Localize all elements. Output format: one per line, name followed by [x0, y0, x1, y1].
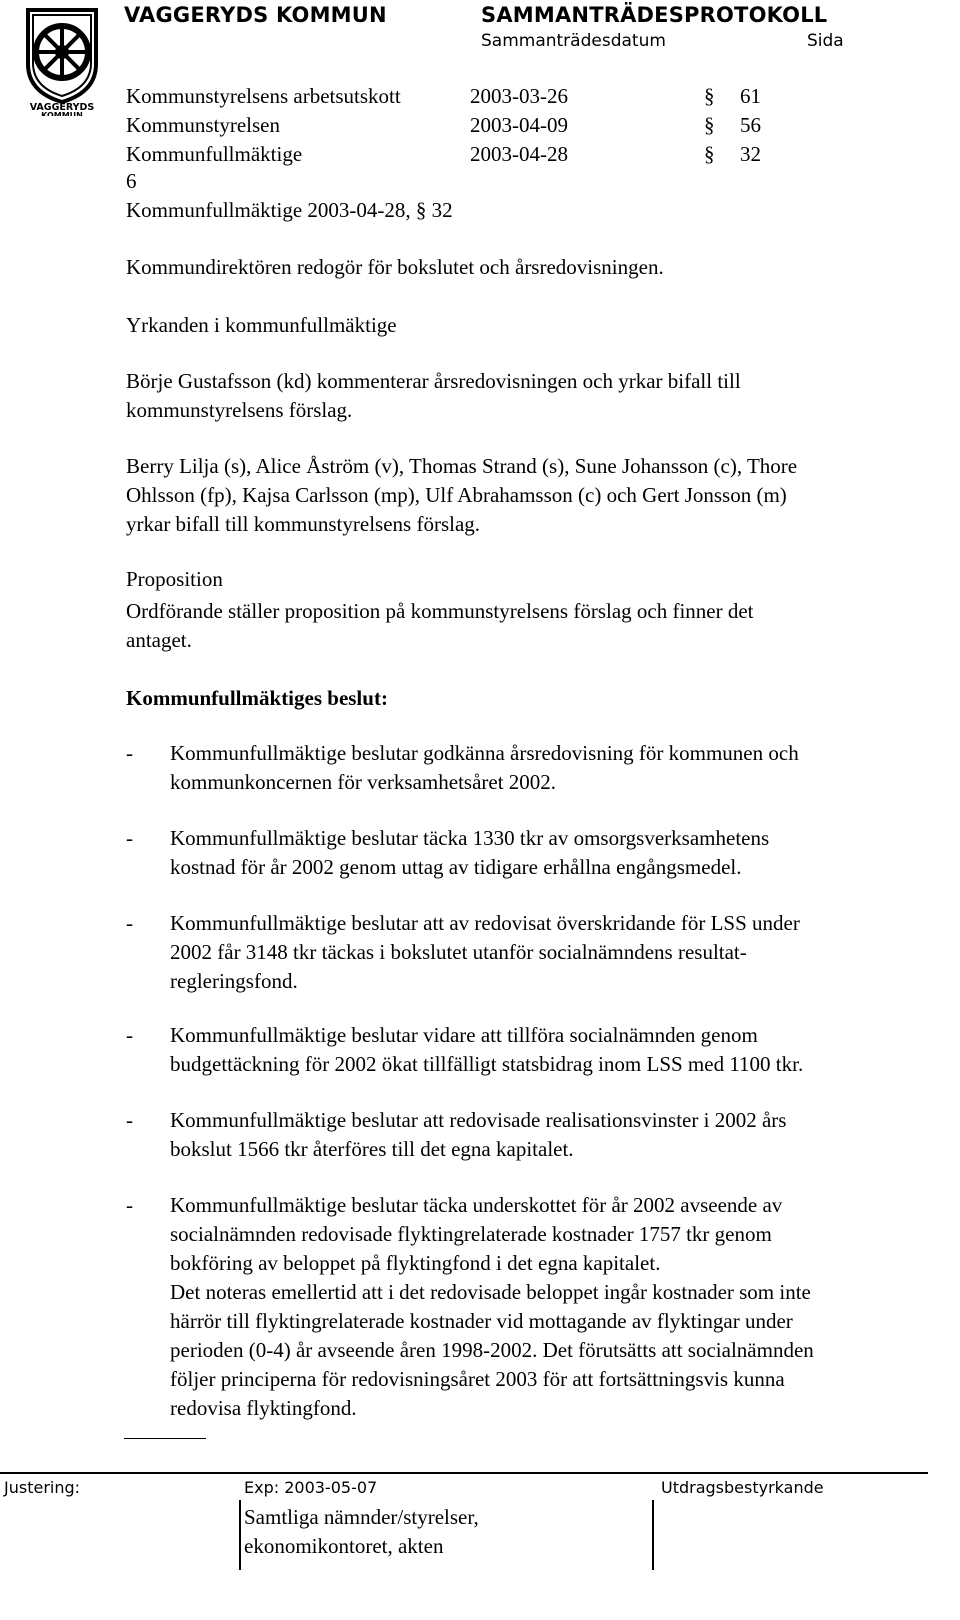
certify-label: Utdragsbestyrkande [661, 1478, 824, 1497]
text-line: Det noteras emellertid att i det redovisade beloppet ingår kostnader som inte [170, 1280, 811, 1304]
section-heading-number: 32 [431, 198, 453, 222]
footer-column-divider [652, 1500, 654, 1570]
text-line: kostnad för år 2002 genom uttag av tidigare erhållna engångsmedel. [170, 855, 742, 879]
proposition-paragraph [126, 597, 926, 655]
text-line: Berry Lilja (s), Alice Åström (v), Thomas Strand (s), Sune Johansson (c), Thore [126, 454, 798, 478]
text-line: budgettäckning för 2002 ökat tillfälligt statsbidrag inom LSS med 1100 tkr. [170, 1052, 804, 1076]
text-line: regleringsfond. [170, 969, 298, 993]
bullet-dash: - [126, 1108, 133, 1132]
history-section: 61 [740, 84, 761, 108]
text-line: yrkar bifall till kommunstyrelsens förslag. [126, 512, 481, 536]
logo-text-top: VAGGERYDS [29, 102, 95, 113]
recipients-line: Samtliga nämnder/styrelser, [244, 1505, 479, 1529]
bullet-dash: - [126, 1193, 133, 1217]
wheel-crest-icon [22, 6, 102, 116]
text-line: bokföring av beloppet på flyktingfond i det egna kapitalet. [170, 1251, 661, 1275]
claim-paragraph-1 [126, 367, 926, 425]
footer-column-divider [239, 1500, 241, 1570]
history-body: Kommunfullmäktige [126, 142, 303, 166]
text-line: bokslut 1566 tkr återföres till det egna kapitalet. [170, 1137, 574, 1161]
page-label: Sida [807, 31, 844, 51]
section-sign-icon: § [704, 113, 715, 137]
text-line: perioden (0-4) år avseende åren 1998-2002. Det förutsätts att socialnämnden [170, 1338, 814, 1362]
history-date: 2003-04-28 [470, 142, 568, 166]
text-line: 2002 får 3148 tkr täckas i bokslutet utanför socialnämndens resultat- [170, 940, 747, 964]
proposition-heading: Proposition [126, 567, 223, 591]
logo-text-bottom: KOMMUN [41, 111, 83, 116]
footnote-rule [124, 1438, 206, 1439]
document-type: SAMMANTRÄDESPROTOKOLL [481, 3, 828, 27]
history-date: 2003-04-09 [470, 113, 568, 137]
meeting-date-label: Sammanträdesdatum [481, 31, 666, 51]
municipality-logo [22, 6, 102, 116]
municipality-name: VAGGERYDS KOMMUN [124, 3, 387, 27]
bullet-dash: - [126, 911, 133, 935]
bullet-dash: - [126, 826, 133, 850]
history-date: 2003-03-26 [470, 84, 568, 108]
text-line: Kommunfullmäktige beslutar godkänna årsredovisning för kommunen och [170, 741, 799, 765]
text-line: Kommunfullmäktige beslutar täcka underskottet för år 2002 avseende av [170, 1193, 783, 1217]
section-heading-prefix: Kommunfullmäktige 2003-04-28, [126, 198, 411, 222]
section-sign-icon: § [415, 198, 427, 222]
text-line: följer principerna för redovisningsåret 2003 för att fortsättningsvis kunna [170, 1367, 785, 1391]
text-line: Börje Gustafsson (kd) kommenterar årsredovisningen och yrkar bifall till [126, 369, 741, 393]
text-line: redovisa flyktingfond. [170, 1396, 357, 1420]
claims-heading: Yrkanden i kommunfullmäktige [126, 313, 397, 337]
text-line: socialnämnden redovisade flyktingrelaterade kostnader 1757 tkr genom [170, 1222, 772, 1246]
intro-paragraph: Kommundirektören redogör för bokslutet och årsredovisningen. [126, 255, 664, 279]
history-section: 56 [740, 113, 761, 137]
decision-heading: Kommunfullmäktiges beslut: [126, 686, 388, 710]
recipients-line: ekonomikontoret, akten [244, 1534, 444, 1558]
text-line: härrör till flyktingrelaterade kostnader vid mottagande av flyktingar under [170, 1309, 793, 1333]
text-line: Kommunfullmäktige beslutar täcka 1330 tkr av omsorgsverksamhetens [170, 826, 770, 850]
text-line: antaget. [126, 628, 192, 652]
section-heading [126, 196, 453, 225]
text-line: kommunkoncernen för verksamhetsåret 2002. [170, 770, 557, 794]
text-line: Ohlsson (fp), Kajsa Carlsson (mp), Ulf Abrahamsson (c) och Gert Jonsson (m) [126, 483, 787, 507]
bullet-dash: - [126, 1023, 133, 1047]
expedition-label: Exp: 2003-05-07 [244, 1478, 378, 1497]
text-line: Kommunfullmäktige beslutar att av redovisat överskridande för LSS under [170, 911, 800, 935]
section-sign-icon: § [704, 142, 715, 166]
history-body: Kommunstyrelsen [126, 113, 280, 137]
history-section: 32 [740, 142, 761, 166]
section-sign-icon: § [704, 84, 715, 108]
footer-divider [0, 1472, 928, 1474]
text-line: Kommunfullmäktige beslutar att redovisade realisationsvinster i 2002 års [170, 1108, 787, 1132]
claim-paragraph-2 [126, 452, 926, 539]
page-number: 6 [126, 169, 137, 193]
justering-label: Justering: [4, 1478, 81, 1497]
text-line: Ordförande ställer proposition på kommunstyrelsens förslag och finner det [126, 599, 754, 623]
text-line: Kommunfullmäktige beslutar vidare att tillföra socialnämnden genom [170, 1023, 758, 1047]
text-line: kommunstyrelsens förslag. [126, 398, 353, 422]
history-body: Kommunstyrelsens arbetsutskott [126, 84, 401, 108]
bullet-dash: - [126, 741, 133, 765]
